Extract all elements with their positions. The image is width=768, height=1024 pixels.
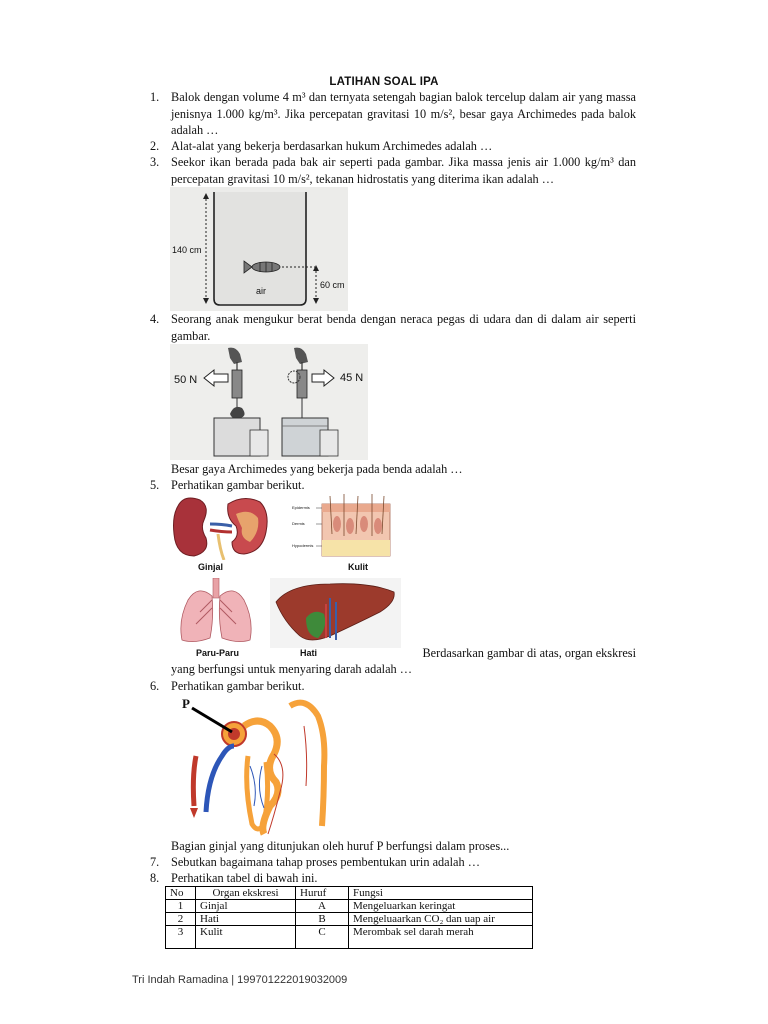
table-cell: 1 xyxy=(166,900,196,913)
table-cell: B xyxy=(296,913,349,926)
question-number: 1. xyxy=(150,90,160,104)
nephron-marker-label: P xyxy=(182,696,190,711)
water-weight-label: 45 N xyxy=(340,372,364,384)
question-5-followup-a: Berdasarkan gambar di atas, organ ekskresi xyxy=(422,646,636,660)
liver-label: Hati xyxy=(300,648,318,658)
hand-icon xyxy=(228,348,308,364)
excretion-table xyxy=(165,886,533,949)
question-4 xyxy=(150,311,636,345)
table-header: Fungsi xyxy=(349,887,533,900)
question-text: Perhatikan gambar berikut. xyxy=(171,478,305,492)
lungs-figure xyxy=(176,578,256,646)
question-4-followup: Besar gaya Archimedes yang bekerja pada benda adalah … xyxy=(171,462,463,476)
question-number: 2. xyxy=(150,139,160,153)
lungs-icon xyxy=(176,578,256,646)
question-8 xyxy=(150,870,636,887)
page-footer: Tri Indah Ramadina | 199701222019032009 xyxy=(132,974,348,986)
kidney-figure xyxy=(170,494,272,560)
skin-label: Kulit xyxy=(348,562,368,572)
question-6-followup: Bagian ginjal yang ditunjukan oleh huruf P berfungsi dalam proses... xyxy=(171,839,510,853)
question-5-followup-b: yang berfungsi untuk menyaring darah adalah … xyxy=(171,662,413,676)
table-cell: Ginjal xyxy=(196,900,296,913)
skin-layer-label: Dermis xyxy=(292,521,305,526)
kidney-label: Ginjal xyxy=(198,562,224,572)
question-number: 5. xyxy=(150,478,160,492)
liver-figure xyxy=(270,578,401,648)
table-header: No xyxy=(166,887,196,900)
table-row xyxy=(166,913,533,926)
question-text: Perhatikan tabel di bawah ini. xyxy=(171,871,318,885)
table-row xyxy=(166,926,533,949)
fish-depth-label: 60 cm xyxy=(320,280,345,290)
question-text: Alat-alat yang bekerja berdasarkan hukum Archimedes adalah … xyxy=(171,139,493,153)
air-weight-label: 50 N xyxy=(174,374,198,386)
question-3 xyxy=(150,154,636,188)
nephron-figure xyxy=(178,696,338,838)
question-number: 8. xyxy=(150,871,160,885)
height-label: 140 cm xyxy=(172,245,202,255)
table-row xyxy=(166,900,533,913)
question-text: Balok dengan volume 4 m³ dan ternyata setengah bagian balok tercelup dalam air yang massa jenisnya 1.000 kg/m³. Jika percepatan gravitasi 10 m/s², besar gaya Archimedes pada balok adalah … xyxy=(171,90,636,138)
arrow-left-icon xyxy=(204,370,228,386)
spring-scale-drawing xyxy=(170,344,368,460)
question-text: Seekor ikan berada pada bak air seperti pada gambar. Jika massa jenis air 1.000 kg/m³ dan percepatan gravitasi 10 m/s², tekanan hidrostatis yang diterima ikan adalah … xyxy=(171,155,636,186)
question-number: 4. xyxy=(150,312,160,326)
table-cell: 3 xyxy=(166,926,196,949)
question-2 xyxy=(150,138,636,155)
nephron-icon xyxy=(178,696,338,838)
kidney-icon xyxy=(170,494,272,560)
table-cell: Mengeluarkan keringat xyxy=(349,900,533,913)
arrow-right-icon xyxy=(312,370,334,386)
table-cell: Mengeluaarkan CO₂ dan uap air xyxy=(349,913,533,926)
skin-layer-label: Hypodermis xyxy=(292,543,314,548)
question-number: 6. xyxy=(150,679,160,693)
question-text: Sebutkan bagaimana tahap proses pembentukan urin adalah … xyxy=(171,855,481,869)
liver-icon xyxy=(270,578,401,648)
question-1 xyxy=(150,89,636,139)
page-title: LATIHAN SOAL IPA xyxy=(329,76,439,88)
question-number: 3. xyxy=(150,155,160,169)
spring-scale-figure xyxy=(170,344,368,460)
table-cell: Kulit xyxy=(196,926,296,949)
table-cell: Merombak sel darah merah xyxy=(349,926,533,949)
question-text: Seorang anak mengukur berat benda dengan neraca pegas di udara dan di dalam air seperti gambar. xyxy=(171,312,636,343)
water-label: air xyxy=(256,286,267,296)
lungs-label: Paru-Paru xyxy=(196,648,240,658)
skin-figure xyxy=(292,494,396,562)
question-6 xyxy=(150,678,636,695)
table-cell: Hati xyxy=(196,913,296,926)
table-cell: A xyxy=(296,900,349,913)
question-text: Perhatikan gambar berikut. xyxy=(171,679,305,693)
question-7 xyxy=(150,854,636,871)
question-number: 7. xyxy=(150,855,160,869)
table-cell: 2 xyxy=(166,913,196,926)
table-header: Huruf xyxy=(296,887,349,900)
table-header: Organ ekskresi xyxy=(196,887,296,900)
question-5 xyxy=(150,477,636,494)
table-cell: C xyxy=(296,926,349,949)
table-header-row xyxy=(166,887,533,900)
tank-figure xyxy=(170,187,348,311)
skin-layer-label: Epidermis xyxy=(292,505,310,510)
